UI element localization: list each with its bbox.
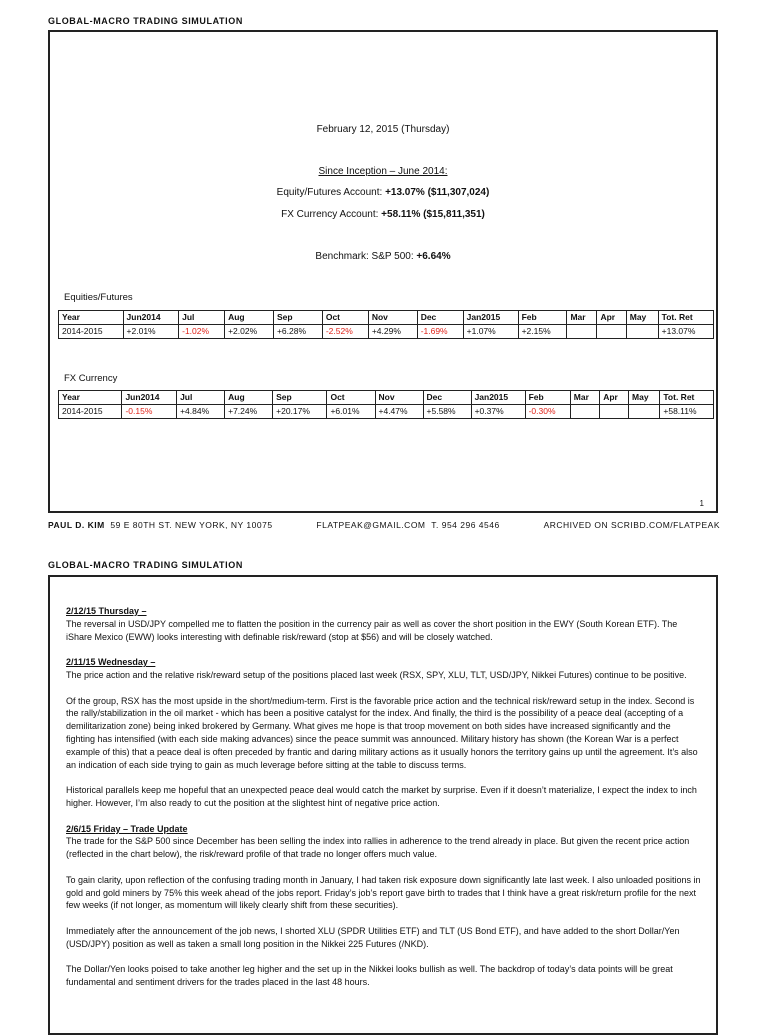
fx-returns-table — [58, 390, 714, 419]
year-cell: 2014-2015 — [59, 325, 124, 339]
benchmark-line — [50, 251, 716, 262]
equity-account-line — [50, 187, 716, 198]
fx-data-row — [59, 405, 714, 419]
column-header: Mar — [570, 391, 599, 405]
entry-paragraph: Of the group, RSX has the most upside in the short/medium-term. First is the favorable price action and the technical risk/reward setup in the index. Second is the rally/stabilization in the oil market - which has been a positive catalyst for the index. And finally, the third is the possibility of a peace deal (accepting of a demilitarization zone) being inked brokered by Germany. What gives me hope is that troop movement on both sides have increased significantly and the fighting has intensified (with each side making advances) since the peace summit was announced. Military history has shown (the Korean War is a perfect example of this) that a peace deal is often preceded by frantic and daring military actions as it usually honors the territory gains up until the agreement. It’s also an indication of each side trying to gain as much leverage before sitting at the table to discuss terms. — [66, 695, 698, 770]
entry-paragraph: Historical parallels keep me hopeful that an unexpected peace deal would catch the market by surprise. Even if it doesn’t materialize, I expect the index to inch higher. However, I’m also ready to cut the position at the slightest hint of negative price action. — [66, 785, 697, 808]
column-header: Year — [59, 391, 122, 405]
return-cell: +2.15% — [518, 325, 567, 339]
journal-entry — [66, 605, 702, 643]
page-number: 1 — [699, 499, 704, 508]
column-header: Nov — [375, 391, 423, 405]
column-header: Dec — [417, 311, 463, 325]
page-header: GLOBAL-MACRO TRADING SIMULATION — [48, 16, 243, 26]
journal-entry — [66, 823, 702, 989]
equities-returns-table — [58, 310, 714, 339]
entry-paragraph: The reversal in USD/JPY compelled me to flatten the position in the currency pair as well as cover the short position in the EWY (South Korean ETF). The iShare Mexico (EWW) looks interesting with definable risk/reward (stop at $56) and will be closely watched. — [66, 618, 678, 642]
summary-panel — [48, 30, 718, 513]
equity-account-value: +13.07% ($11,307,024) — [385, 187, 490, 198]
column-header: Oct — [322, 311, 368, 325]
column-header: Aug — [225, 311, 274, 325]
entry-paragraph: The price action and the relative risk/reward setup of the positions placed last week (RSX, SPY, XLU, TLT, USD/JPY, Nikkei Futures) continue to be positive. — [66, 669, 687, 680]
equities-section-label: Equities/Futures — [64, 292, 133, 303]
author-email: FLATPEAK@GMAIL.COM — [316, 520, 426, 530]
column-header: May — [626, 311, 658, 325]
return-cell: +4.84% — [177, 405, 225, 419]
entry-paragraph: The trade for the S&P 500 since December has been selling the index into rallies in adherence to the trend already in place. But given the recent price action (reflected in the chart below), the risk/reward profile of that trade no longer offers much value. — [66, 836, 690, 860]
return-cell: -1.69% — [417, 325, 463, 339]
column-header: Jun2014 — [122, 391, 177, 405]
return-cell: -0.30% — [525, 405, 570, 419]
return-cell — [600, 405, 629, 419]
column-header: Nov — [368, 311, 417, 325]
footer-contact — [48, 520, 273, 530]
return-cell: +0.37% — [471, 405, 525, 419]
return-cell: +1.07% — [463, 325, 518, 339]
entry-title: 2/12/15 Thursday – — [66, 606, 147, 616]
equity-account-label: Equity/Futures Account: — [276, 187, 386, 198]
return-cell: +5.58% — [423, 405, 471, 419]
column-header: Tot. Ret — [658, 311, 713, 325]
column-header: Apr — [600, 391, 629, 405]
column-header: Feb — [525, 391, 570, 405]
return-cell: +6.01% — [327, 405, 375, 419]
column-header: Sep — [273, 311, 322, 325]
column-header: Jul — [177, 391, 225, 405]
column-header: Sep — [273, 391, 327, 405]
column-header: Jun2014 — [123, 311, 179, 325]
column-header: Feb — [518, 311, 567, 325]
column-header: Oct — [327, 391, 375, 405]
return-cell: +4.47% — [375, 405, 423, 419]
column-header: Jan2015 — [463, 311, 518, 325]
column-header: Tot. Ret — [660, 391, 714, 405]
archive-link[interactable]: ARCHIVED ON SCRIBD.COM/FLATPEAK — [543, 520, 720, 530]
return-cell — [570, 405, 599, 419]
return-cell — [626, 325, 658, 339]
return-cell: +7.24% — [225, 405, 273, 419]
return-cell: -1.02% — [179, 325, 225, 339]
journal-entry — [66, 656, 702, 810]
page2-header: GLOBAL-MACRO TRADING SIMULATION — [48, 560, 243, 570]
column-header: Year — [59, 311, 124, 325]
return-cell: -0.15% — [122, 405, 177, 419]
return-cell — [597, 325, 626, 339]
return-cell: +13.07% — [658, 325, 713, 339]
journal-entries — [66, 605, 702, 1002]
return-cell: -2.52% — [322, 325, 368, 339]
column-header: Aug — [225, 391, 273, 405]
report-date: February 12, 2015 (Thursday) — [316, 124, 450, 135]
equities-data-row — [59, 325, 714, 339]
author-address: 59 E 80TH ST. NEW YORK, NY 10075 — [110, 520, 273, 530]
return-cell: +2.01% — [123, 325, 179, 339]
entry-paragraph: To gain clarity, upon reflection of the confusing trading month in January, I had taken risk exposure down significantly late last week. I also unloaded positions in gold and gold miners by 75% this week ahead of the jobs report. Friday’s job’s report gave birth to trades that I think have a great risk/return profile for the next few weeks (if not longer, as momentum will likely clearly shift from these securities). — [66, 874, 701, 911]
return-cell: +4.29% — [368, 325, 417, 339]
equities-header-row — [59, 311, 714, 325]
column-header: Apr — [597, 311, 626, 325]
return-cell: +58.11% — [660, 405, 714, 419]
fx-account-label: FX Currency Account: — [281, 209, 382, 220]
author-name: PAUL D. KIM — [48, 520, 105, 530]
entry-title: 2/11/15 Wednesday – — [66, 657, 156, 668]
page-footer — [48, 520, 720, 530]
benchmark-value: +6.64% — [416, 251, 451, 262]
entry-paragraph: Immediately after the announcement of the job news, I shorted XLU (SPDR Utilities ETF) and TLT (US Bond ETF), and have added to the short Dollar/Yen (USD/JPY) position as well as taken a small long position in the Nikkei 225 Futures (/NKD). — [66, 925, 680, 949]
column-header: May — [629, 391, 660, 405]
fx-section-label: FX Currency — [64, 373, 118, 384]
column-header: Jan2015 — [471, 391, 525, 405]
year-cell: 2014-2015 — [59, 405, 122, 419]
column-header: Dec — [423, 391, 471, 405]
fx-account-value: +58.11% ($15,811,351) — [381, 209, 485, 220]
entry-paragraph: The Dollar/Yen looks poised to take another leg higher and the set up in the Nikkei looks bullish as well. The backdrop of today’s data points will be great fundamental and sentiment drivers for the trades placed in the last 48 hours. — [66, 964, 673, 988]
return-cell — [629, 405, 660, 419]
column-header: Mar — [567, 311, 597, 325]
return-cell: +2.02% — [225, 325, 274, 339]
benchmark-label: Benchmark: S&P 500: — [315, 251, 417, 262]
footer-email-phone — [316, 520, 499, 530]
return-cell: +20.17% — [273, 405, 327, 419]
since-inception-heading: Since Inception – June 2014: — [318, 166, 448, 177]
journal-panel — [48, 575, 718, 1035]
return-cell — [567, 325, 597, 339]
fx-header-row — [59, 391, 714, 405]
return-cell: +6.28% — [273, 325, 322, 339]
fx-account-line — [50, 209, 716, 220]
entry-title: 2/6/15 Friday – Trade Update — [66, 823, 188, 834]
author-phone: T. 954 296 4546 — [431, 520, 500, 530]
column-header: Jul — [179, 311, 225, 325]
